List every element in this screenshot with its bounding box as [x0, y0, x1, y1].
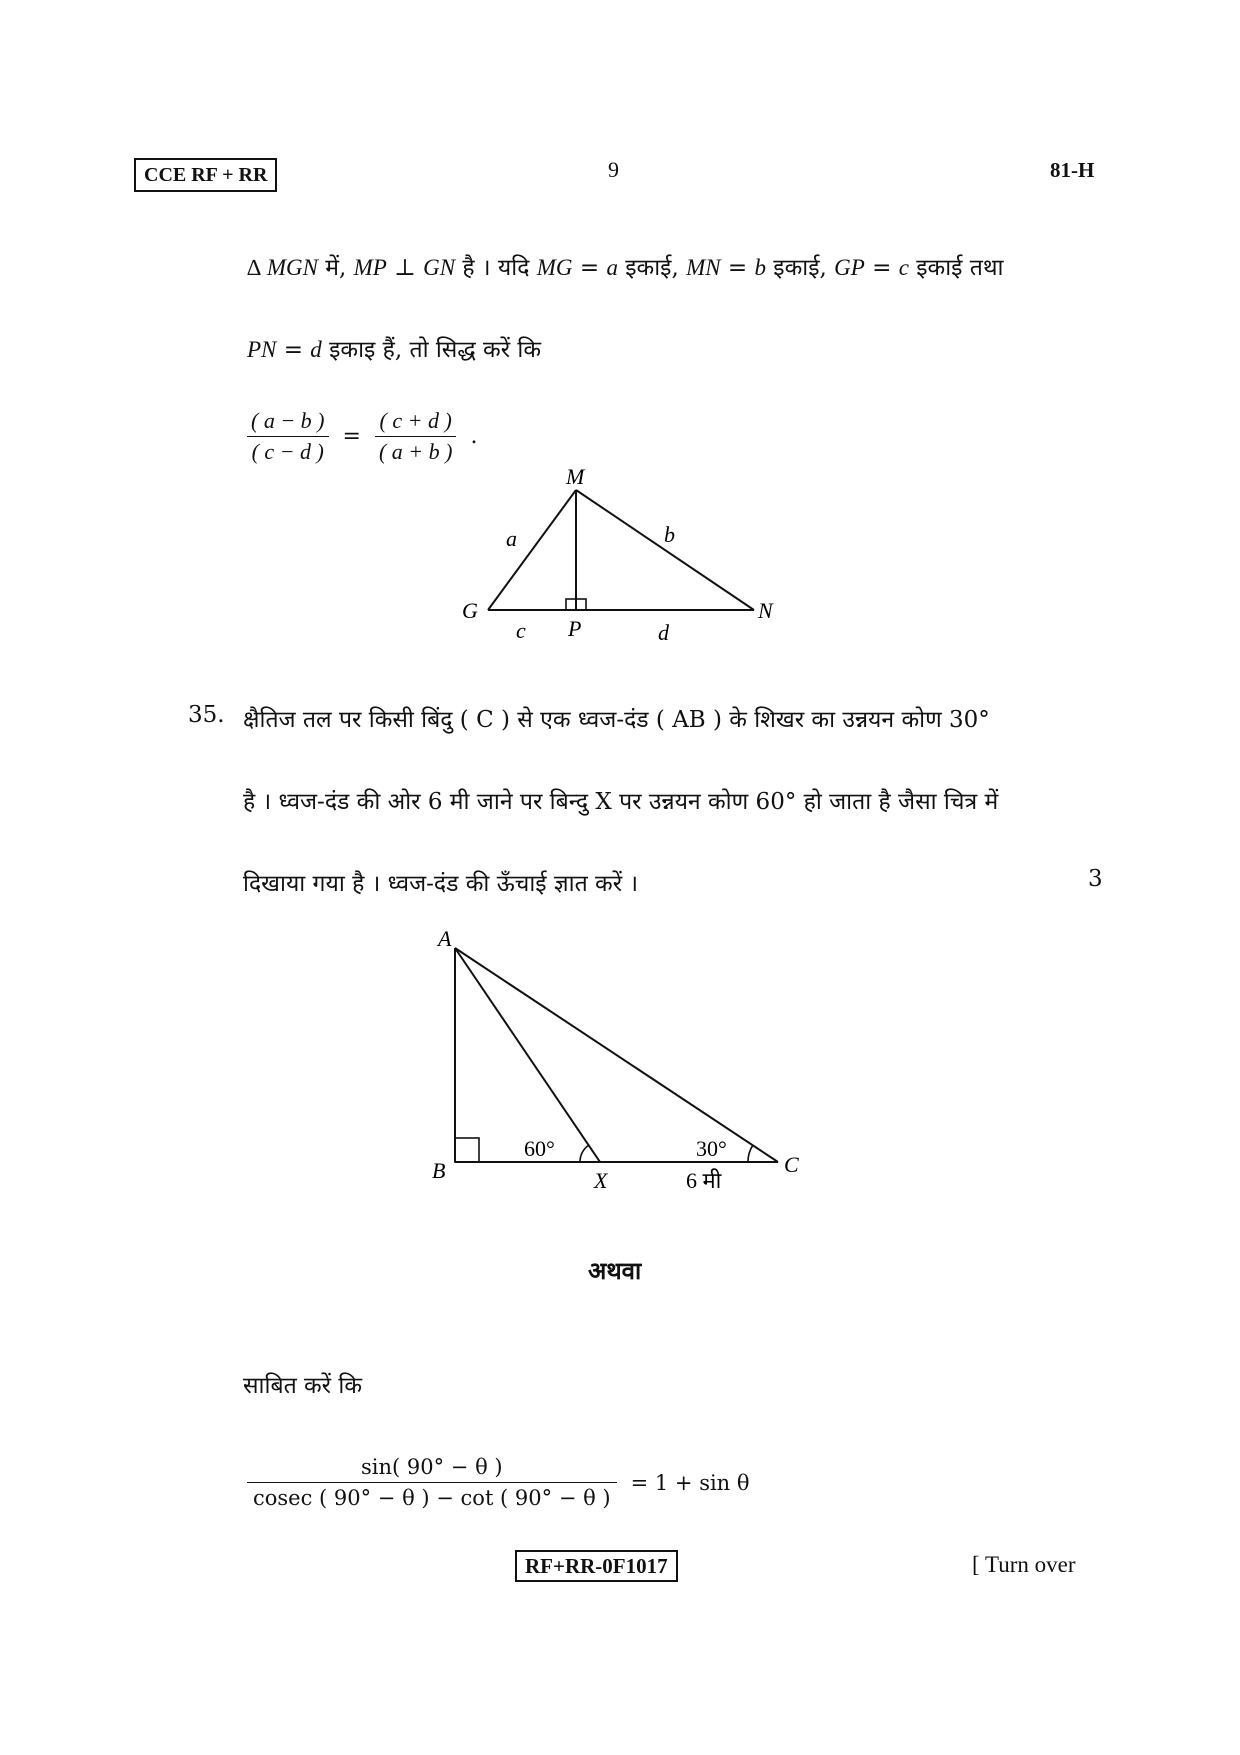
turn-over: [ Turn over — [972, 1552, 1076, 1577]
label-d: d — [658, 620, 669, 645]
q35-line-2: है । ध्वज-दंड की ओर 6 मी जाने पर बिन्दु X पर उन्नयन कोण 60° हो जाता है जैसा चित्र में — [243, 789, 999, 815]
q35-marks: 3 — [1088, 866, 1103, 892]
question-number-35: 35. — [188, 702, 225, 728]
line-ac — [455, 948, 778, 1162]
label-m: M — [566, 464, 585, 489]
label-p: P — [568, 616, 582, 641]
trig-fraction: $\frac{\sin( 90^\circ - \theta )}{cosec ( 90^\circ - \theta ) - \cot ( 90^\circ - \theta )}$ — [247, 1452, 617, 1513]
label-b: b — [664, 522, 675, 547]
triangle-mgn-figure — [450, 460, 790, 650]
q34-equation: $\frac{( a - b )}{( c - d )}$ = $\frac{( c + d )}{( a + b )}$ . — [247, 406, 477, 467]
side-mn — [576, 490, 754, 610]
header-box-left: CCE RF + RR — [134, 158, 277, 192]
label-n: N — [758, 598, 773, 623]
prove-text: साबित करें कि — [243, 1373, 363, 1399]
right-angle-marker-b — [455, 1138, 479, 1162]
line-ax — [455, 948, 600, 1162]
label-X: X — [594, 1168, 608, 1193]
label-g: G — [462, 598, 478, 623]
or-divider: अथवा — [588, 1256, 642, 1285]
footer-code: RF+RR-0F1017 — [515, 1550, 678, 1582]
fraction-right: $\frac{( c + d )}{( a + b )}$ — [375, 406, 457, 467]
label-C: C — [784, 1152, 799, 1177]
paper-code: 81-H — [1050, 158, 1095, 182]
trig-equation — [247, 1452, 750, 1513]
label-B: B — [432, 1158, 446, 1183]
angle-label-30: 30° — [696, 1136, 727, 1161]
label-a: a — [506, 526, 517, 551]
label-c: c — [516, 618, 526, 643]
angle-arc-c — [748, 1145, 753, 1162]
trig-rhs: = 1 + sin θ — [630, 1470, 750, 1495]
angle-label-60: 60° — [524, 1136, 555, 1161]
fraction-left: $\frac{( a - b )}{( c - d )}$ — [247, 406, 329, 467]
angle-arc-x — [580, 1145, 589, 1162]
q34-line-1: ∆ MGN में, MP ⊥ GN है । यदि MG = a इकाई, MN = b इकाई, GP = c इकाई तथा — [247, 255, 1004, 281]
q35-line-3: दिखाया गया है । ध्वज-दंड की ऊँचाई ज्ञात करें । — [243, 871, 639, 897]
page-number: 9 — [608, 157, 619, 182]
flagpole-figure — [420, 920, 840, 1210]
q34-line-2: PN = d इकाइ हैं, तो सिद्ध करें कि — [247, 337, 542, 363]
q35-line-1: क्षैतिज तल पर किसी बिंदु ( C ) से एक ध्वज-दंड ( AB ) के शिखर का उन्नयन कोण 30° — [243, 707, 990, 733]
side-mg — [488, 490, 576, 610]
distance-label: 6 मी — [686, 1168, 722, 1193]
label-A: A — [438, 926, 452, 951]
